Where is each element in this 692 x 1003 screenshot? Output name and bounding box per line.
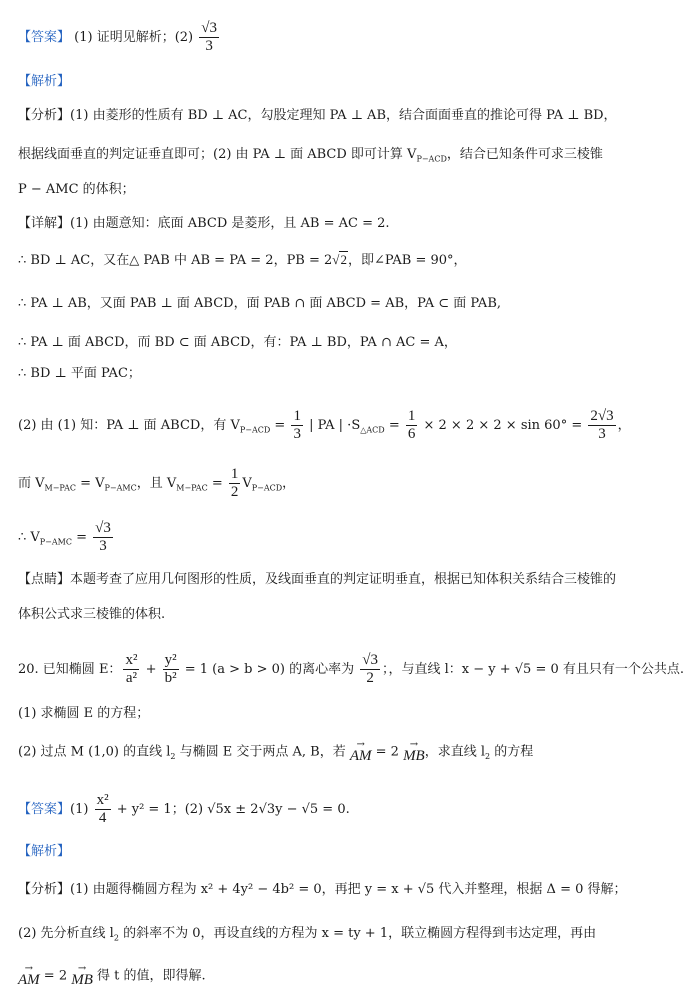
p19-part2-volume: (2) 由 (1) 知：PA ⊥ 面 ABCD，有 $V_{P-ACD}$ = $\frac{1}{3}$ | PA | $\cdot S_{\triangle ACD}$ = $\frac{1}{6}$ × 2 × 2 × 2 × sin 60° = $\frac{2√3}{3}$ ， (18, 408, 631, 442)
p19-answer-text: (1) 证明见解析；(2) (74, 30, 194, 45)
p20-fenxi-line-3: → AM = 2 → MB 得 t 的值，即得解. (18, 963, 206, 988)
p19-dianjing-line-1: 【点睛】本题考查了应用几何图形的性质，及线面垂直的判定证明垂直，根据已知体积关系结合三棱锥的 (18, 572, 617, 587)
p19-detail-line-2: ∴ BD ⊥ AC，又在△ PAB 中 AB = PA = 2，PB = 2√2，即∠PAB = 90°， (18, 252, 467, 268)
p19-detail-line-5: ∴ BD ⊥ 平面 PAC； (18, 366, 141, 381)
p19-part2-result: ∴ $V_{P-AMC}$ = $\frac{√3}{3}$ (18, 520, 111, 554)
p20-question-part1: (1) 求椭圆 E 的方程； (18, 706, 150, 721)
p20-question: 20. 已知椭圆 E： $\frac{\text{x²}}{\text{a²}}$ + $\frac{\text{y²}}{\text{b²}}$ = 1 (a > b > 0) 的离心率为 $\frac{√3}{2}$ ；，与直线 l：x − y + √5 = 0 有且只有一个公共点. (18, 652, 685, 686)
p19-part2-relation: 而 $V_{M-PAC} = V_{P-AMC}$，且 $V_{M-PAC}$ = $\frac{1}{2}$ $V_{P-ACD}$， (18, 466, 296, 500)
p19-dianjing-line-2: 体积公式求三棱锥的体积. (18, 607, 166, 622)
fenxi-tag: 【分析】 (18, 108, 71, 123)
p19-fenxi-line-2: 根据线面垂直的判定证垂直即可；(2) 由 PA ⊥ 面 ABCD 即可计算 $V_{P-ACD}$，结合已知条件可求三棱锥 (18, 147, 603, 164)
dianjing-tag: 【点睛】 (18, 572, 71, 587)
p19-answer-fraction: $\frac{√3}{3}$ (201, 20, 217, 54)
p20-question-part2: (2) 过点 M (1,0) 的直线 $l_2$ 与椭圆 E 交于两点 A, B，若 → AM = 2 → MB ，求直线 $l_2$ 的方程 (18, 739, 534, 764)
p20-answer-line: 【答案】(1) $\frac{\text{x²}}{4}$ + y² = 1；(2) √5x ± 2√3y − √5 = 0. (18, 792, 350, 826)
p19-fenxi-line-1: 【分析】(1) 由菱形的性质有 BD ⊥ AC，勾股定理知 PA ⊥ AB，结合面面垂直的推论可得 PA ⊥ BD， (18, 108, 617, 123)
p20-fenxi-line-2: (2) 先分析直线 $l_2$ 的斜率不为 0，再设直线的方程为 x = ty + 1，联立椭圆方程得到韦达定理，再由 (18, 926, 597, 943)
xiangjie-tag: 【详解】 (18, 216, 71, 231)
p19-detail-line-1: 【详解】(1) 由题意知：底面 ABCD 是菱形，且 AB = AC = 2. (18, 216, 390, 231)
answer-tag: 【答案】 (18, 30, 71, 45)
analysis-tag: 【解析】 (18, 74, 71, 89)
p20-analysis-tag: 【解析】 (18, 844, 71, 859)
p19-detail-line-4: ∴ PA ⊥ 面 ABCD，而 BD ⊂ 面 ABCD，有：PA ⊥ BD，PA ∩ AC = A， (18, 335, 457, 350)
p19-detail-line-3: ∴ PA ⊥ AB，又面 PAB ⊥ 面 ABCD，面 PAB ∩ 面 ABCD = AB，PA ⊂ 面 PAB, (18, 296, 502, 311)
p19-fenxi-line-3: P − AMC 的体积； (18, 182, 135, 197)
p19-answer-line (18, 20, 221, 55)
p20-fenxi-line-1: 【分析】(1) 由题得椭圆方程为 x² + 4y² − 4b² = 0，再把 y = x + √5 代入并整理，根据 Δ = 0 得解； (18, 882, 627, 897)
